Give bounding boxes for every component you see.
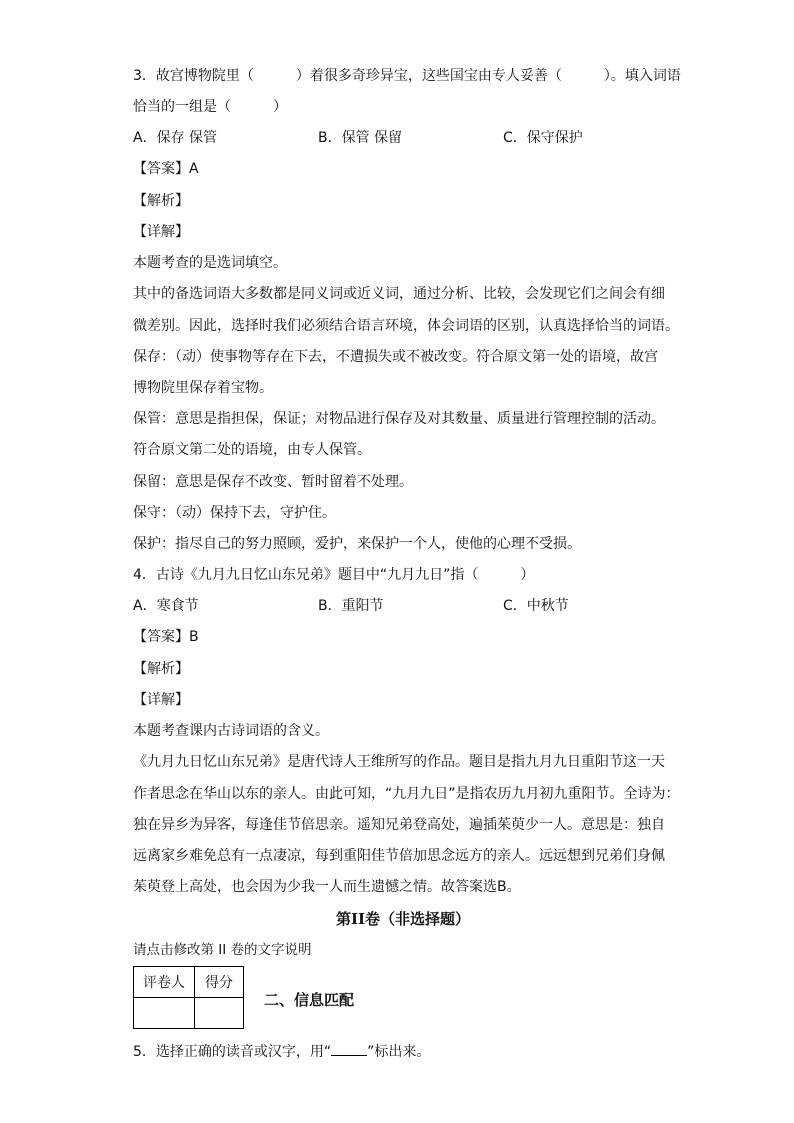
q5-underline-blank [331,1043,367,1056]
q4-explanation-line: 独在异乡为异客，每逢佳节倍思亲。遥知兄弟登高处，遍插茱萸少一人。意思是：独自 [133,817,665,833]
q3-explanation-line: 保存：（动）使事物等存在下去，不遭损失或不被改变。符合原文第一处的语境，故宫 [133,349,658,365]
q3-explanation-line: 保守：（动）保持下去，守护住。 [133,505,336,521]
q3-explanation-line: 微差别。因此，选择时我们必须结合语言环境，体会词语的区别，认真选择恰当的词语。 [133,318,679,334]
q4-option-c: C．中秋节 [503,598,569,614]
part-label: 二、信息匹配 [264,991,355,1009]
score-table-header-score: 得分 [195,967,244,998]
q4-explanation-line: 茱萸登上高处，也会因为少我一人而生遗憾之情。故答案选B。 [133,879,521,895]
q3-stem-line2: 恰当的一组是（ ） [133,99,287,115]
q3-explanation-line: 符合原文第二处的语境，由专人保管。 [133,442,371,458]
section-title: 第II卷（非选择题） [335,910,471,928]
q3-answer: 【答案】A [133,161,199,177]
q5-stem-before: 5．选择正确的读音或汉字，用“ [133,1044,332,1060]
q3-explanation-line: 保管：意思是指担保，保证；对物品进行保存及对其数量、质量进行管理控制的活动。 [133,411,665,427]
q3-detail-label: 【详解】 [133,224,189,240]
q4-answer: 【答案】B [133,629,199,645]
score-table-cell-score[interactable] [195,998,244,1029]
q3-option-b: B．保管 保留 [318,130,403,146]
q4-explanation-line: 本题考查课内古诗词语的含义。 [133,723,329,739]
q4-detail-label: 【详解】 [133,692,189,708]
q3-analysis-label: 【解析】 [133,193,189,209]
q3-stem-line1: 3．故宫博物院里（ ）着很多奇珍异宝，这些国宝由专人妥善（ ）。填入词语 [133,68,681,84]
q4-explanation-line: 作者思念在华山以东的亲人。由此可知，“九月九日”是指农历九月初九重阳节。全诗为： [133,786,680,802]
q4-explanation-line: 《九月九日忆山东兄弟》是唐代诗人王维所写的作品。题目是指九月九日重阳节这一天 [133,754,665,770]
q4-option-b: B．重阳节 [318,598,384,614]
q3-explanation-line: 其中的备选词语大多数都是同义词或近义词，通过分析、比较，会发现它们之间会有细 [133,286,665,302]
q3-option-a: A．保存 保管 [133,130,218,146]
q3-options [133,128,673,148]
q4-explanation-line: 远离家乡难免总有一点凄凉，每到重阳佳节倍加思念远方的亲人。远远想到兄弟们身佩 [133,848,665,864]
q5-stem-after: ”标出来。 [367,1044,431,1060]
q3-explanation-line: 保护：指尽自己的努力照顾，爱护，来保护一个人，使他的心理不受损。 [133,536,581,552]
q5-stem [133,1042,430,1062]
q3-explanation-line: 保留：意思是保存不改变、暂时留着不处理。 [133,474,413,490]
score-table-cell-grader[interactable] [134,998,195,1029]
q4-analysis-label: 【解析】 [133,661,189,677]
section-note: 请点击修改第 II 卷的文字说明 [133,942,312,958]
q3-explanation-line: 博物院里保存着宝物。 [133,380,273,396]
q4-options [133,596,673,616]
q4-option-a: A．寒食节 [133,598,199,614]
q3-explanation-line: 本题考查的是选词填空。 [133,255,287,271]
score-table-header-grader: 评卷人 [134,967,195,998]
q4-stem: 4．古诗《九月九日忆山东兄弟》题目中“九月九日”指（ ） [133,567,535,583]
score-table [133,966,244,1029]
q3-option-c: C．保守保护 [503,130,583,146]
